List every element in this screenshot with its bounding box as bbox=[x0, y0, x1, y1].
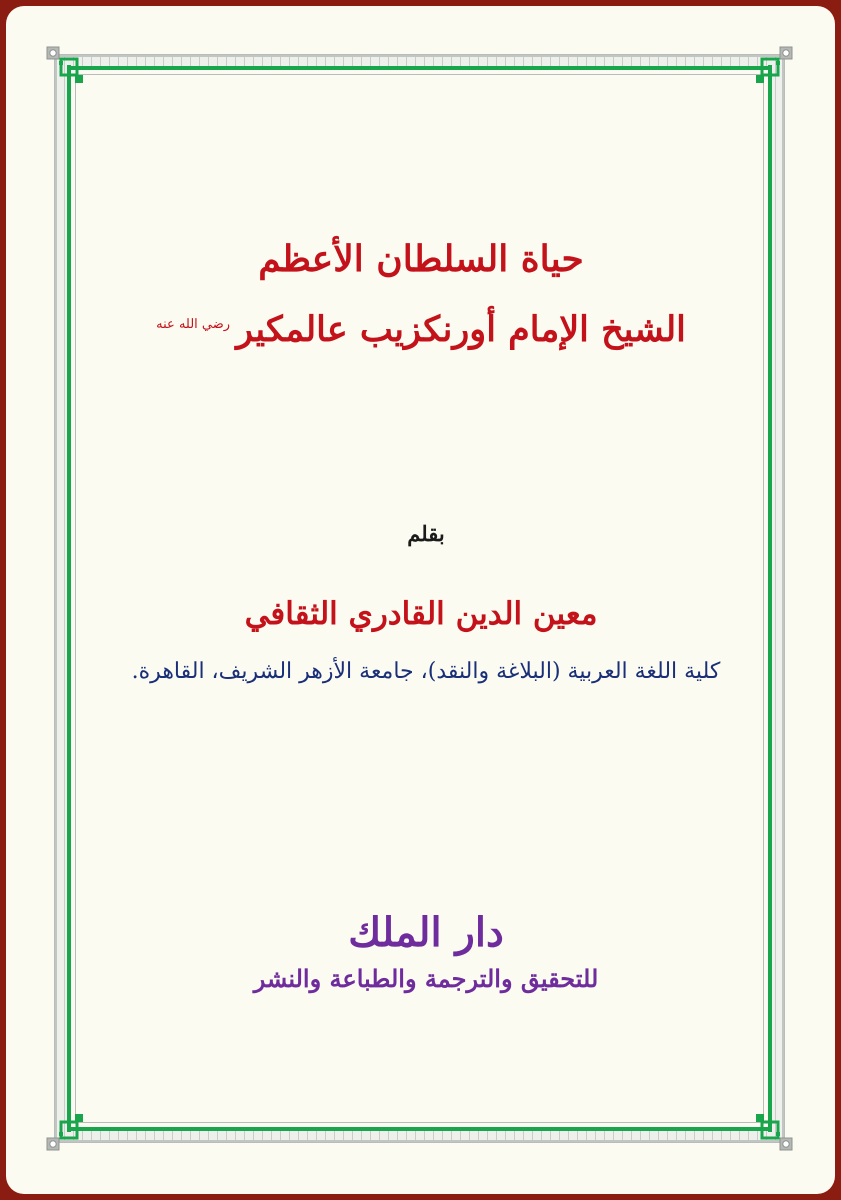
publisher-tagline: للتحقيق والترجمة والطباعة والنشر bbox=[253, 964, 599, 993]
author-name: معين الدين القادري الثقافي bbox=[244, 596, 598, 632]
corner-ornament-icon bbox=[46, 1107, 90, 1151]
book-title-text: حياة السلطان الأعظم bbox=[258, 238, 584, 280]
book-subtitle-text: الشيخ الإمام أورنكزيب عالمكير bbox=[236, 309, 686, 350]
corner-ornament-icon bbox=[749, 46, 793, 90]
by-label: بقلم bbox=[407, 521, 445, 546]
book-title-line-2 bbox=[126, 309, 716, 350]
cover-page bbox=[6, 6, 835, 1194]
corner-ornament-icon bbox=[46, 46, 90, 90]
publisher-name: دار الملك bbox=[348, 909, 504, 956]
book-title-line-1 bbox=[126, 238, 716, 280]
author-affiliation: كلية اللغة العربية (البلاغة والنقد)، جامعة الأزهر الشريف، القاهرة. bbox=[131, 659, 721, 684]
honorific-glyph: رضي الله عنه bbox=[156, 317, 231, 333]
corner-ornament-icon bbox=[749, 1107, 793, 1151]
